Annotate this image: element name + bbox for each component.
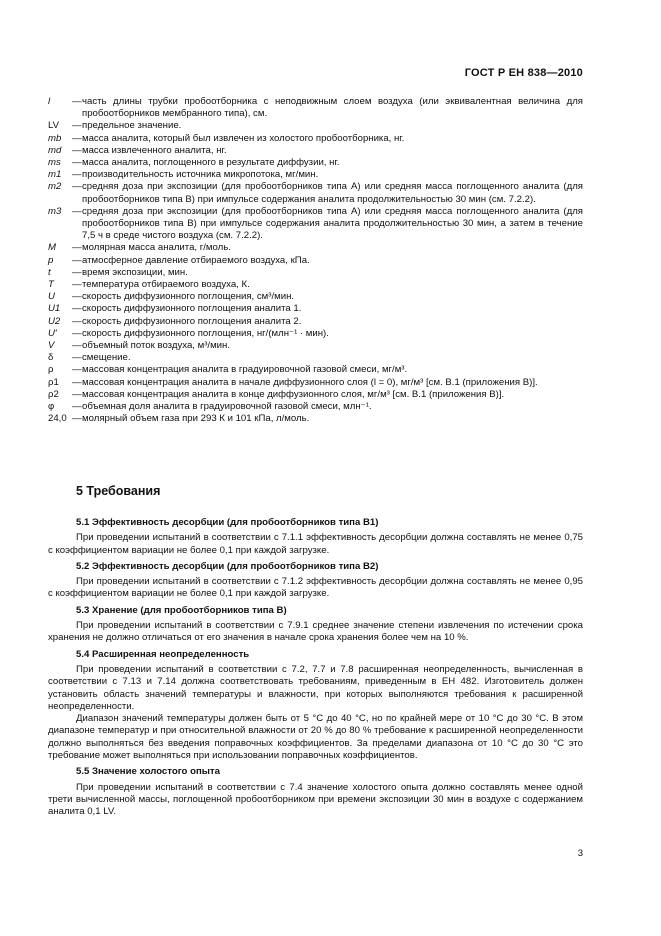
- definition-text: предельное значение.: [82, 120, 182, 132]
- definition-text: массовая концентрация аналита в градуировочной газовой смеси, мг/м³.: [82, 364, 408, 376]
- definition-text: скорость диффузионного поглощения, нг/(млн⁻¹ · мин).: [82, 327, 329, 339]
- definition-text: масса аналита, который был извлечен из холостого пробоотборника, нг.: [82, 132, 405, 144]
- definition-text: атмосферное давление отбираемого воздуха, кПа.: [82, 254, 310, 266]
- definition-text: массовая концентрация аналита в начале диффузионного слоя (l = 0), мг/м³ [см. В.1 (приложения В)].: [82, 376, 538, 388]
- definition-item: ρ — массовая концентрация аналита в градуировочной газовой смеси, мг/м³.: [48, 364, 583, 376]
- definition-item: T — температура отбираемого воздуха, К.: [48, 279, 583, 291]
- definition-text: масса извлеченного аналита, нг.: [82, 144, 227, 156]
- definition-item: m1 — производительность источника микропотока, мг/мин.: [48, 169, 583, 181]
- definition-item: LV — предельное значение.: [48, 120, 583, 132]
- definition-item: V — объемный поток воздуха, м³/мин.: [48, 340, 583, 352]
- definition-symbol: p: [48, 254, 54, 266]
- definition-text: объемная доля аналита в градуировочной газовой смеси, млн⁻¹.: [82, 401, 372, 413]
- definition-symbol: md: [48, 144, 62, 156]
- definition-text: скорость диффузионного поглощения, см³/мин.: [82, 291, 295, 303]
- subsection-title: 5.4 Расширенная неопределенность: [76, 648, 250, 660]
- definition-item: mb — масса аналита, который был извлечен из холостого пробоотборника, нг.: [48, 133, 583, 145]
- definition-text: скорость диффузионного поглощения аналита 1.: [82, 303, 302, 315]
- definition-symbol: δ: [48, 352, 54, 364]
- paragraph: При проведении испытаний в соответствии с 7.4 значение холостого опыта должно составлять менее одной трети вычисленной массы, поглощенной пробоотборником при времени экспозиции 30 мин в воздухе с содержанием аналита 0,1 LV.: [48, 781, 583, 818]
- definition-symbol: U′: [48, 327, 57, 339]
- definition-text: масса аналита, поглощенного в результате диффузии, нг.: [82, 157, 340, 169]
- definition-item: ρ1 — массовая концентрация аналита в начале диффузионного слоя (l = 0), мг/м³ [см. В.1 (приложения В)].: [48, 377, 583, 389]
- definition-symbol: mb: [48, 132, 62, 144]
- paragraph: При проведении испытаний в соответствии с 7.1.1 эффективность десорбции должна составлять не менее 0,75 с коэффициентом вариации не более 0,1 при каждой загрузке.: [48, 532, 583, 556]
- definition-item: U′ — скорость диффузионного поглощения, нг/(млн⁻¹ · мин).: [48, 328, 583, 340]
- definition-symbol: m2: [48, 181, 62, 193]
- definition-text: молярный объем газа при 293 К и 101 кПа, л/моль.: [82, 413, 310, 425]
- definition-item: t — время экспозиции, мин.: [48, 267, 583, 279]
- definition-item: p — атмосферное давление отбираемого воздуха, кПа.: [48, 255, 583, 267]
- definition-symbol: U2: [48, 315, 61, 327]
- definition-text: температура отбираемого воздуха, К.: [82, 279, 250, 291]
- definition-text: производительность источника микропотока, мг/мин.: [82, 169, 319, 181]
- page-number: 3: [577, 848, 583, 859]
- definition-item: m3 — средняя доза при экспозиции (для пробоотборников типа А) или средняя масса поглощенного аналита (для пробоотборников типа В) при импульсе содержания аналита продолжительностью 30 мин, а затем в течение 7,5 ч в среде чистого воздуха (см. 7.2.2).: [48, 205, 583, 242]
- definition-text: средняя доза при экспозиции (для пробоотборников типа А) или средняя масса поглощенного аналита (для пробоотборников типа В) при импульсе содержания аналита продолжительностью 30 мин, а затем в течение 7,5 ч в среде чистого воздуха (см. 7.2.2).: [82, 205, 583, 242]
- definition-item: M — молярная масса аналита, г/моль.: [48, 242, 583, 254]
- subsection-title: 5.2 Эффективность десорбции (для пробоотборников типа В2): [76, 560, 379, 572]
- section-title: 5 Требования: [76, 484, 161, 498]
- subsection-title: 5.3 Хранение (для пробоотборников типа В): [76, 604, 287, 616]
- definition-symbol: ρ: [48, 364, 54, 376]
- subsection-title: 5.1 Эффективность десорбции (для пробоотборников типа В1): [76, 517, 379, 528]
- definition-symbol: ρ1: [48, 376, 59, 388]
- definition-item: δ — смещение.: [48, 352, 583, 364]
- definition-symbol: U1: [48, 303, 61, 315]
- paragraph: При проведении испытаний в соответствии с 7.1.2 эффективность десорбции должна составлять не менее 0,95 с коэффициентом вариации не более 0,1 при каждой загрузке.: [48, 576, 583, 600]
- subsection-title: 5.5 Значение холостого опыта: [76, 766, 220, 778]
- definition-text: массовая концентрация аналита в конце диффузионного слоя, мг/м³ [см. В.1 (приложения В)].: [82, 388, 505, 400]
- definition-symbol: l: [48, 96, 51, 107]
- definition-symbol: m1: [48, 169, 62, 181]
- definitions-list: [48, 96, 583, 425]
- definition-item: 24,0 — молярный объем газа при 293 К и 101 кПа, л/моль.: [48, 413, 583, 425]
- definition-symbol: M: [48, 242, 56, 254]
- definition-symbol: 24,0: [48, 413, 67, 425]
- definition-item: ms — масса аналита, поглощенного в результате диффузии, нг.: [48, 157, 583, 169]
- requirements-body: [48, 513, 583, 819]
- definition-text: скорость диффузионного поглощения аналита 2.: [82, 315, 302, 327]
- definition-item: U1 — скорость диффузионного поглощения аналита 1.: [48, 303, 583, 315]
- definition-symbol: t: [48, 266, 51, 278]
- definition-symbol: U: [48, 291, 55, 303]
- definition-item: φ — объемная доля аналита в градуировочной газовой смеси, млн⁻¹.: [48, 401, 583, 413]
- definition-item: ρ2 — массовая концентрация аналита в конце диффузионного слоя, мг/м³ [см. В.1 (приложения В)].: [48, 389, 583, 401]
- definition-symbol: T: [48, 279, 54, 291]
- definition-text: часть длины трубки пробоотборника с неподвижным слоем воздуха (или эквивалентная величина для пробоотборников мембранного типа), см.: [82, 96, 583, 120]
- definition-item: l — часть длины трубки пробоотборника с неподвижным слоем воздуха (или эквивалентная величина для пробоотборников мембранного типа), см.: [48, 96, 583, 120]
- definition-symbol: LV: [48, 120, 60, 132]
- definition-symbol: ms: [48, 157, 61, 169]
- definition-item: md — масса извлеченного аналита, нг.: [48, 145, 583, 157]
- paragraph: Диапазон значений температуры должен быть от 5 °С до 40 °С, но по крайней мере от 10 °С до 30 °С. В этом диапазоне температур и при относительной влажности от 20 % до 80 % требование к расширенной неопределенности должно выполняться без введения поправочных коэффициентов. За пределами диапазона от 10 °С до 30 °С это требование может выполняться при использовании поправочных коэффициентов.: [48, 713, 583, 762]
- definition-text: смещение.: [82, 352, 131, 364]
- definition-text: объемный поток воздуха, м³/мин.: [82, 340, 230, 352]
- definition-symbol: ρ2: [48, 388, 59, 400]
- definition-symbol: V: [48, 340, 55, 352]
- definition-symbol: m3: [48, 205, 62, 217]
- paragraph: При проведении испытаний в соответствии с 7.2, 7.7 и 7.8 расширенная неопределенность, вычисленная в соответствии с 7.13 и 7.14 должна соответствовать требованиям, приведенным в ЕН 482. Изготовитель должен установить область значений температуры и влажности, при которых выполняются требования к расширенной неопределенности.: [48, 663, 583, 712]
- definition-item: U2 — скорость диффузионного поглощения аналита 2.: [48, 316, 583, 328]
- definition-item: U — скорость диффузионного поглощения, см³/мин.: [48, 291, 583, 303]
- paragraph: При проведении испытаний в соответствии с 7.9.1 среднее значение степени извлечения по истечении срока хранения не должно отличаться от его значения в начале срока хранения более чем на 10 %.: [48, 620, 583, 644]
- definition-text: молярная масса аналита, г/моль.: [82, 242, 231, 254]
- definition-item: m2 — средняя доза при экспозиции (для пробоотборников типа А) или средняя масса поглощенного аналита (для пробоотборников типа В) при импульсе содержания аналита продолжительностью 30 мин (см. 7.2.2).: [48, 181, 583, 205]
- document-header: ГОСТ Р ЕН 838—2010: [464, 67, 583, 79]
- definition-symbol: φ: [48, 401, 55, 413]
- definition-text: средняя доза при экспозиции (для пробоотборников типа А) или средняя масса поглощенного аналита (для пробоотборников типа В) при импульсе содержания аналита продолжительностью 30 мин (см. 7.2.2).: [82, 181, 583, 205]
- definition-text: время экспозиции, мин.: [82, 266, 188, 278]
